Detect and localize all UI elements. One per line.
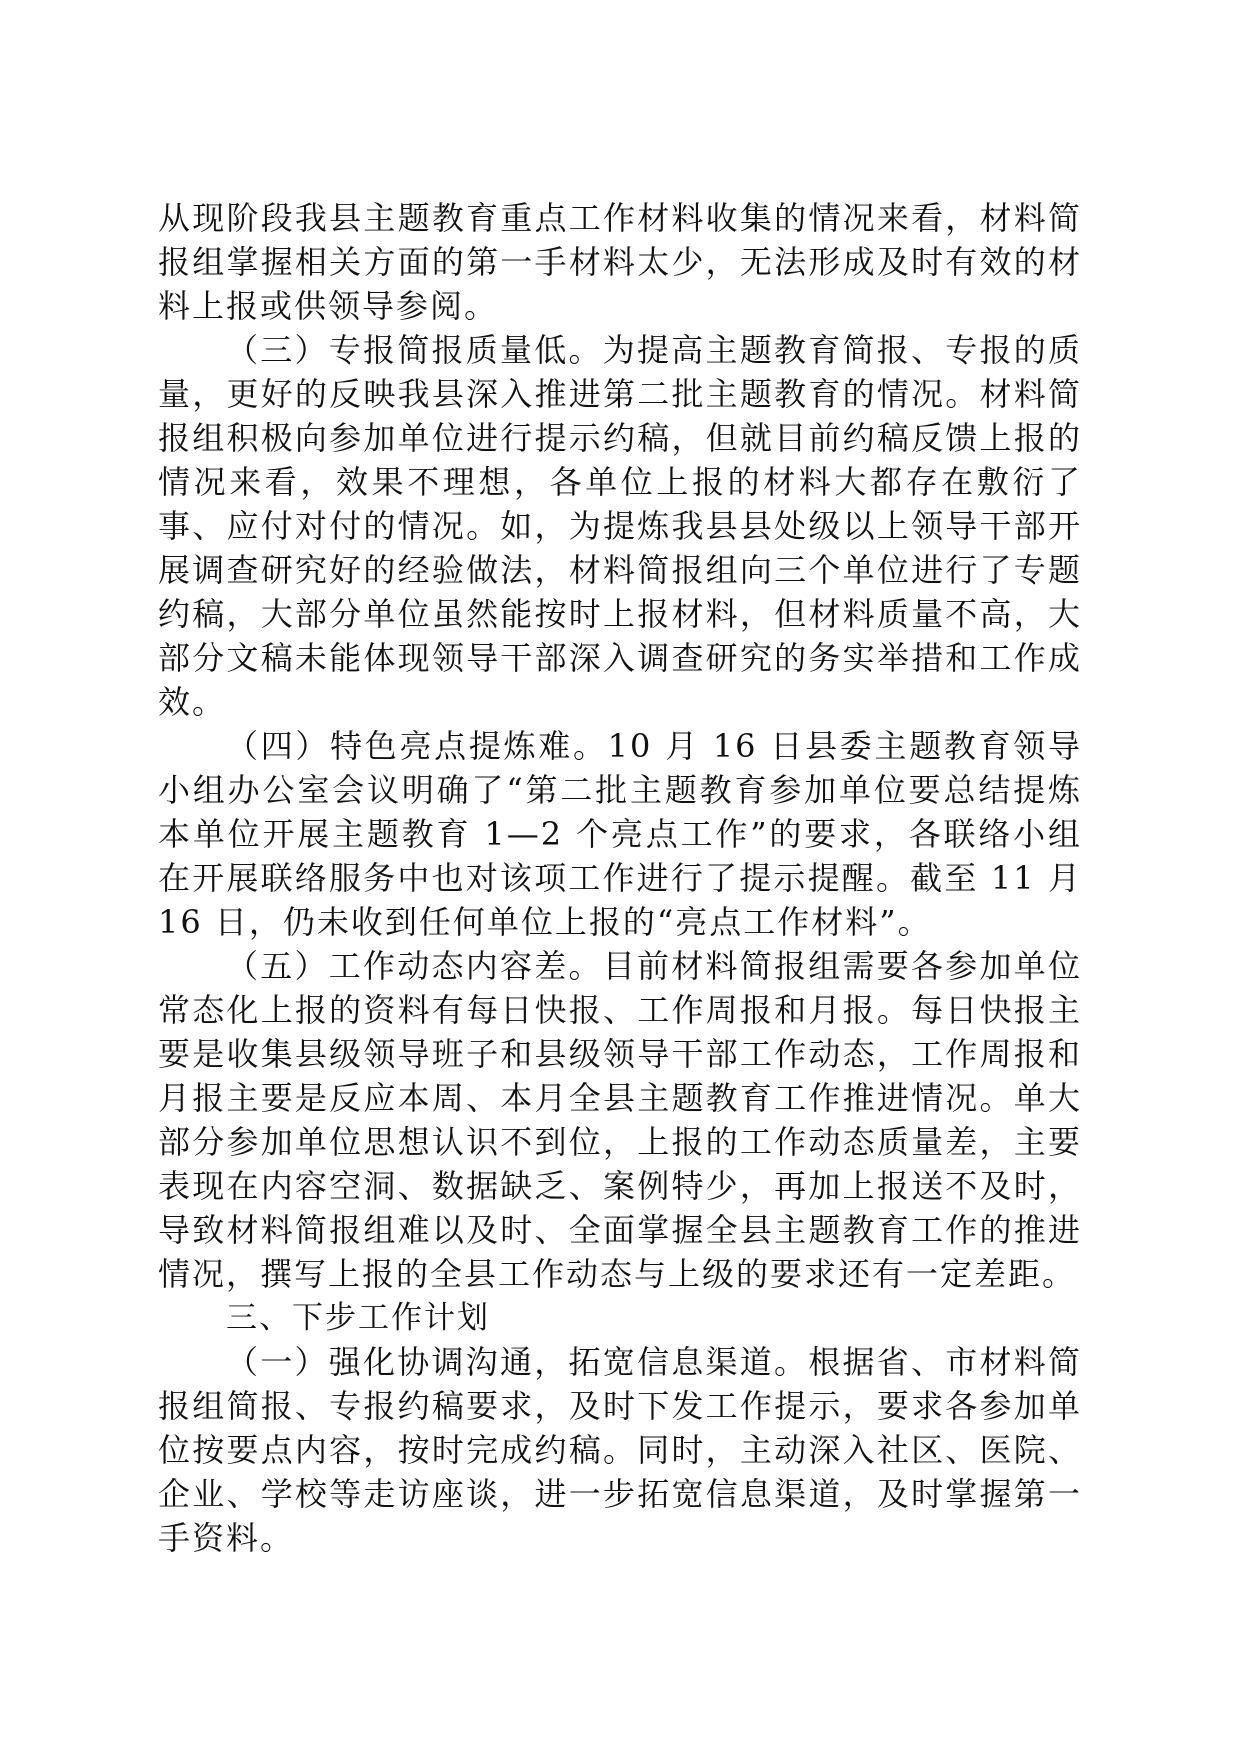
paragraph-plan-1: （一）强化协调沟通，拓宽信息渠道。根据省、市材料简报组简报、专报约稿要求，及时下发工作提示，要求各参加单位按要点内容，按时完成约稿。同时，主动深入社区、医院、企业、学校等走访座谈，进一步拓宽信息渠道，及时掌握第一手资料。 [158, 1343, 1082, 1557]
document-body [158, 196, 1082, 1560]
paragraph-section-3: （三）专报简报质量低。为提高主题教育简报、专报的质量，更好的反映我县深入推进第二批主题教育的情况。材料简报组积极向参加单位进行提示约稿，但就目前约稿反馈上报的情况来看，效果不理想，各单位上报的材料大都存在敷衍了事、应付对付的情况。如，为提炼我县县处级以上领导干部开展调查研究好的经验做法，材料简报组向三个单位进行了专题约稿，大部分单位虽然能按时上报材料，但材料质量不高，大部分文稿未能体现领导干部深入调查研究的务实举措和工作成效。 [158, 331, 1082, 721]
paragraph-continued: 从现阶段我县主题教育重点工作材料收集的情况来看，材料简报组掌握相关方面的第一手材料太少，无法形成及时有效的材料上报或供领导参阅。 [158, 199, 1082, 325]
section-heading-next-steps: 三、下步工作计划 [226, 1300, 490, 1336]
paragraph-section-4: （四）特色亮点提炼难。10 月 16 日县委主题教育领导小组办公室会议明确了“第二批主题教育参加单位要总结提炼本单位开展主题教育 1—2 个亮点工作”的要求，各联络小组在开展联络服务中也对该项工作进行了提示提醒。截至 11 月 16 日，仍未收到任何单位上报的“亮点工作材料”。 [158, 727, 1082, 941]
paragraph-section-5: （五）工作动态内容差。目前材料简报组需要各参加单位常态化上报的资料有每日快报、工作周报和月报。每日快报主要是收集县级领导班子和县级领导干部工作动态，工作周报和月报主要是反应本周、本月全县主题教育工作推进情况。单大部分参加单位思想认识不到位，上报的工作动态质量差，主要表现在内容空洞、数据缺乏、案例特少，再加上报送不及时，导致材料简报组难以及时、全面掌握全县主题教育工作的推进情况，撰写上报的全县工作动态与上级的要求还有一定差距。 [158, 947, 1082, 1293]
